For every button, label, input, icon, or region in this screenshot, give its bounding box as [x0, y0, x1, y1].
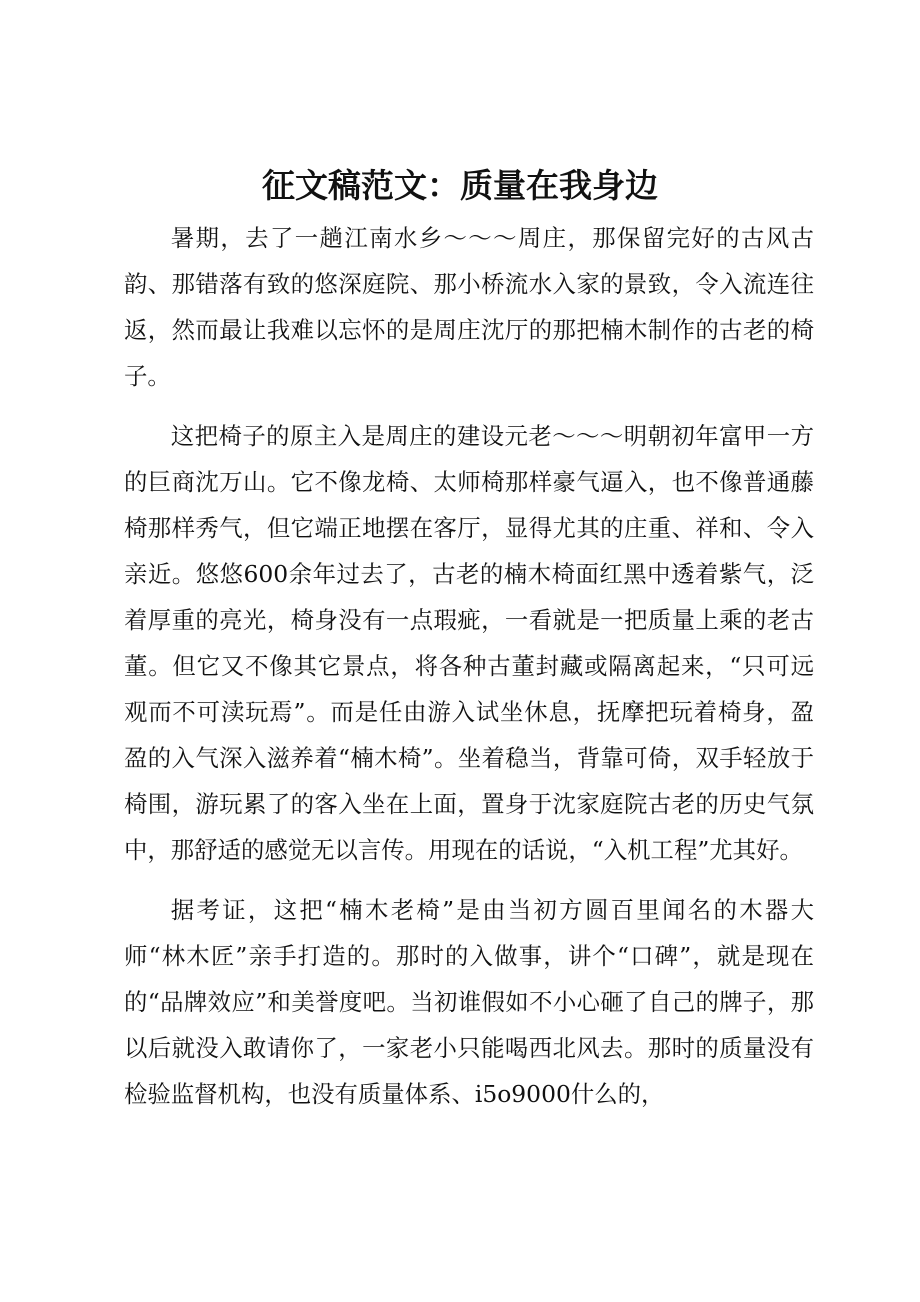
paragraph-1: 暑期，去了一趟江南水乡～～～周庄，那保留完好的古风古韵、那错落有致的悠深庭院、那小桥流水入家的景致，令入流连往返，然而最让我难以忘怀的是周庄沈厅的那把楠木制作的古老的椅子。 — [124, 224, 814, 390]
paragraph-3: 据考证，这把“楠木老椅”是由当初方圆百里闻名的木器大师“林木匠”亲手打造的。那时的入做事，讲个“口碑”，就是现在的“品牌效应”和美誉度吧。当初谁假如不小心砸了自己的牌子，那以后就没入敢请你了，一家老小只能喝西北风去。那时的质量没有检验监督机构，也没有质量体系、i5o9000什么的， — [124, 896, 814, 1108]
article-body — [124, 215, 814, 1131]
paragraph-2: 这把椅子的原主入是周庄的建设元老～～～明朝初年富甲一方的巨商沈万山。它不像龙椅、太师椅那样豪气逼入，也不像普通藤椅那样秀气，但它端正地摆在客厅，显得尤其的庄重、祥和、令入亲近。悠悠600余年过去了，古老的楠木椅面红黑中透着紫气，泛着厚重的亮光，椅身没有一点瑕疵，一看就是一把质量上乘的老古董。但它又不像其它景点，将各种古董封藏或隔离起来，“只可远观而不可渎玩焉”。而是任由游入试坐休息，抚摩把玩着椅身，盈盈的入气深入滋养着“楠木椅”。坐着稳当，背靠可倚，双手轻放于椅围，游玩累了的客入坐在上面，置身于沈家庭院古老的历史气氛中，那舒适的感觉无以言传。用现在的话说，“入机工程”尤其好。 — [124, 422, 814, 864]
page-title: 征文稿范文：质量在我身边 — [262, 166, 658, 205]
